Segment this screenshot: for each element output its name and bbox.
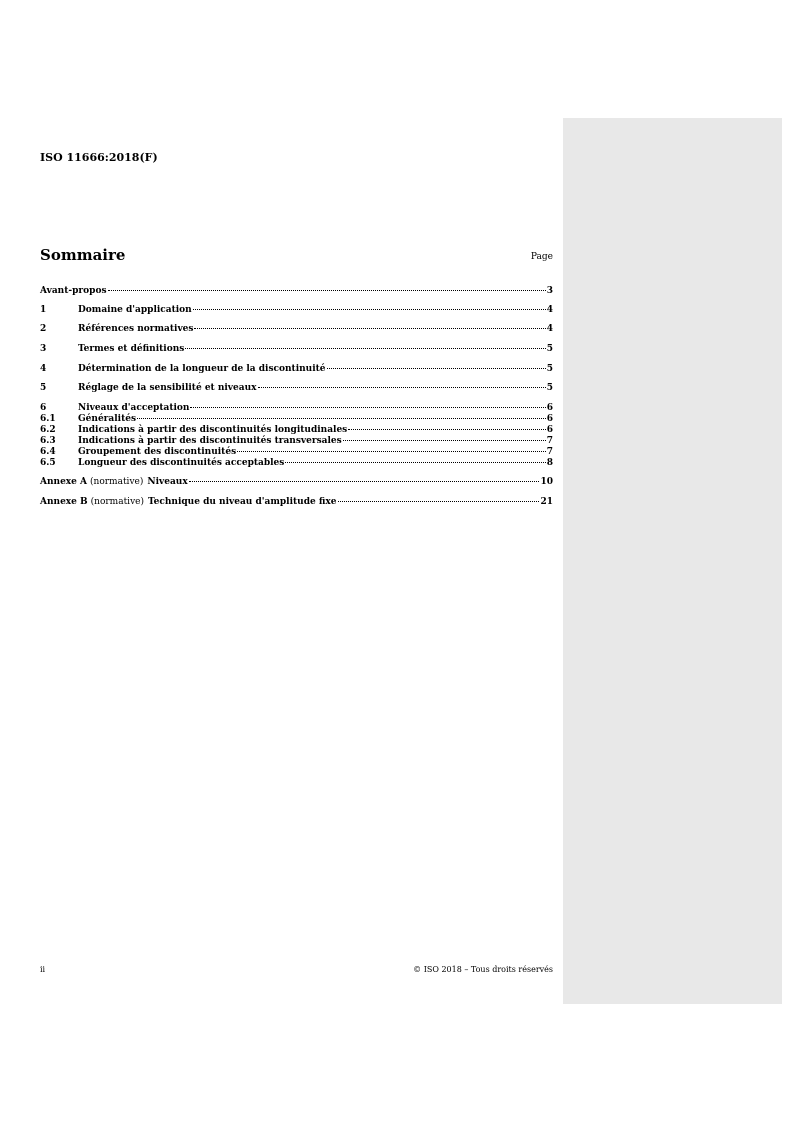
dot-leader	[237, 451, 546, 452]
toc-entry-page: 6	[546, 403, 553, 413]
dot-leader	[348, 429, 545, 430]
toc-entry-6-3[interactable]	[40, 436, 553, 447]
toc-entry-number: 6	[40, 403, 47, 413]
toc-entry-number: 5	[40, 383, 47, 393]
toc-title: Sommaire	[40, 246, 126, 264]
document-id: ISO 11666:2018(F)	[40, 151, 158, 164]
toc-entry-3[interactable]	[40, 344, 553, 355]
toc-entry-title: Domaine d'application	[78, 305, 192, 315]
toc-entry-page: 5	[546, 383, 553, 393]
toc-entry-6[interactable]	[40, 403, 553, 414]
toc-entry-title: Indications à partir des discontinuités longitudinales	[78, 425, 348, 435]
toc-entry-title: Termes et définitions	[78, 344, 185, 354]
toc-entry-number: 6.2	[40, 425, 56, 435]
toc-entry-annex-b[interactable]	[40, 497, 553, 508]
toc-entry-number: 4	[40, 364, 47, 374]
annex-label: Annexe B	[40, 497, 88, 507]
dot-leader	[193, 309, 546, 310]
toc-entry-page: 6	[546, 425, 553, 435]
toc-entry-5[interactable]	[40, 383, 553, 394]
dot-leader	[327, 368, 546, 369]
toc-entry-title: Technique du niveau d'amplitude fixe	[148, 497, 337, 507]
dot-leader	[258, 387, 546, 388]
toc-entry-title: Niveaux	[147, 477, 188, 487]
toc-page-label: Page	[530, 252, 553, 262]
toc-entry-2[interactable]	[40, 324, 553, 335]
toc-entry-title: Réglage de la sensibilité et niveaux	[78, 383, 257, 393]
toc-entry-title: Détermination de la longueur de la discontinuité	[78, 364, 326, 374]
toc-entry-page: 4	[546, 324, 553, 334]
annex-type: (normative)	[90, 477, 144, 487]
toc-entry-title: Généralités	[78, 414, 137, 424]
toc-entry-4[interactable]	[40, 364, 553, 375]
dot-leader	[190, 407, 545, 408]
toc-entry-page: 7	[546, 447, 553, 457]
toc-entry-6-2[interactable]	[40, 425, 553, 436]
toc-entry-number: 6.5	[40, 458, 56, 468]
annex-type: (normative)	[90, 497, 144, 507]
toc-entry-6-1[interactable]	[40, 414, 553, 425]
dot-leader	[137, 418, 546, 419]
toc-entry-annex-a[interactable]	[40, 477, 553, 488]
toc-entry-number: 6.3	[40, 436, 56, 446]
toc-entry-title: Références normatives	[78, 324, 194, 334]
dot-leader	[343, 440, 546, 441]
comment-pane	[563, 118, 782, 1004]
toc-entry-1[interactable]	[40, 305, 553, 316]
toc-entry-title: Groupement des discontinuités	[78, 447, 237, 457]
toc-entry-page: 8	[546, 458, 553, 468]
toc-entry-page: 7	[546, 436, 553, 446]
dot-leader	[285, 462, 545, 463]
dot-leader	[194, 328, 545, 329]
toc-entry-6-4[interactable]	[40, 447, 553, 458]
footer-copyright: © ISO 2018 – Tous droits réservés	[413, 965, 553, 974]
toc-entry-6-5[interactable]	[40, 458, 553, 469]
dot-leader	[338, 501, 540, 502]
toc-entry-title: Avant-propos	[40, 286, 107, 296]
toc-entry-number: 2	[40, 324, 47, 334]
toc-entry-page: 5	[546, 344, 553, 354]
toc-entry-page: 4	[546, 305, 553, 315]
toc-entry-page: 5	[546, 364, 553, 374]
toc-entry-page: 10	[540, 477, 553, 487]
toc-entry-page: 21	[540, 497, 553, 507]
annex-label: Annexe A	[40, 477, 88, 487]
toc-entry-title: Indications à partir des discontinuités transversales	[78, 436, 342, 446]
toc-entry-page: 3	[546, 286, 553, 296]
toc-entry-page: 6	[546, 414, 553, 424]
dot-leader	[185, 348, 545, 349]
toc-entry-avant-propos[interactable]	[40, 286, 553, 297]
footer-page-number: ii	[40, 965, 46, 974]
dot-leader	[108, 290, 546, 291]
dot-leader	[189, 481, 540, 482]
toc-entry-title: Niveaux d'acceptation	[78, 403, 190, 413]
toc-entry-number: 6.1	[40, 414, 56, 424]
toc-entry-number: 6.4	[40, 447, 56, 457]
toc-entry-number: 1	[40, 305, 47, 315]
toc-entry-number: 3	[40, 344, 47, 354]
toc-entry-title: Longueur des discontinuités acceptables	[78, 458, 285, 468]
